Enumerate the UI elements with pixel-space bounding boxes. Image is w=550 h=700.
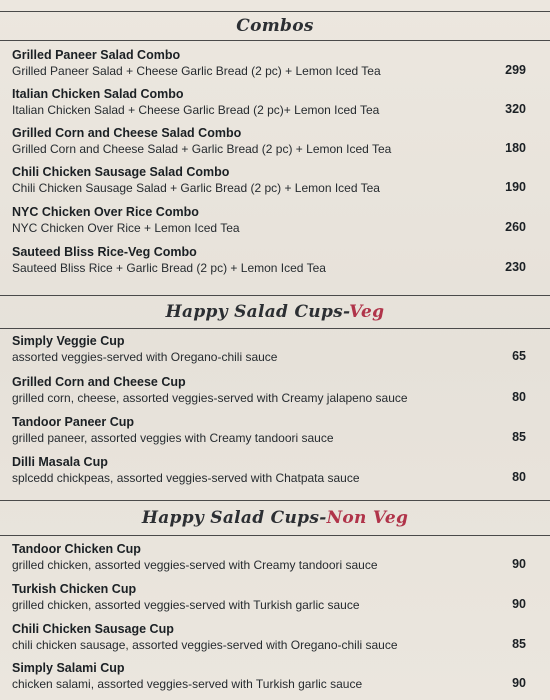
item-name: Tandoor Chicken Cup (12, 542, 141, 556)
section-title-text: Happy Salad Cups- (165, 302, 350, 322)
menu-item (12, 582, 538, 618)
menu-item (12, 542, 538, 578)
item-description: grilled paneer, assorted veggies with Creamy tandoori sauce (12, 431, 334, 445)
item-name: Simply Veggie Cup (12, 334, 125, 348)
item-description: Grilled Paneer Salad + Cheese Garlic Bread (2 pc) + Lemon Iced Tea (12, 64, 381, 78)
item-description: chili chicken sausage, assorted veggies-served with Oregano-chili sauce (12, 638, 398, 652)
item-name: Grilled Corn and Cheese Salad Combo (12, 126, 242, 140)
section-title-accent: Non Veg (326, 508, 409, 528)
item-name: Sauteed Bliss Rice-Veg Combo (12, 245, 197, 259)
section-title-accent: Veg (349, 302, 385, 322)
item-price: 320 (505, 102, 526, 116)
section-header-combos (0, 11, 550, 41)
item-description: grilled chicken, assorted veggies-served with Turkish garlic sauce (12, 598, 360, 612)
item-name: Italian Chicken Salad Combo (12, 87, 184, 101)
item-description: Sauteed Bliss Rice + Garlic Bread (2 pc) + Lemon Iced Tea (12, 261, 326, 275)
menu-item (12, 334, 538, 370)
section-title-text: Combos (236, 16, 314, 36)
menu-item (12, 245, 538, 281)
item-description: splcedd chickpeas, assorted veggies-served with Chatpata sauce (12, 471, 360, 485)
item-price: 299 (505, 63, 526, 77)
menu-item (12, 205, 538, 241)
menu-item (12, 165, 538, 201)
item-name: NYC Chicken Over Rice Combo (12, 205, 199, 219)
item-name: Grilled Paneer Salad Combo (12, 48, 181, 62)
menu-item (12, 126, 538, 162)
item-name: Turkish Chicken Cup (12, 582, 137, 596)
item-price: 80 (512, 470, 526, 484)
item-description: NYC Chicken Over Rice + Lemon Iced Tea (12, 221, 240, 235)
item-description: assorted veggies-served with Oregano-chili sauce (12, 350, 278, 364)
section-title-text: Happy Salad Cups- (141, 508, 327, 528)
item-name: Grilled Corn and Cheese Cup (12, 375, 186, 389)
item-price: 230 (505, 260, 526, 274)
menu-item (12, 415, 538, 451)
item-price: 180 (505, 141, 526, 155)
menu-item (12, 375, 538, 411)
menu-item (12, 622, 538, 658)
item-price: 90 (512, 557, 526, 571)
section-title (166, 302, 385, 322)
item-description: grilled chicken, assorted veggies-served with Creamy tandoori sauce (12, 558, 378, 572)
menu-item (12, 661, 538, 697)
item-description: Italian Chicken Salad + Cheese Garlic Bread (2 pc)+ Lemon Iced Tea (12, 103, 380, 117)
item-name: Chili Chicken Sausage Cup (12, 622, 174, 636)
section-title (142, 508, 408, 528)
item-price: 85 (512, 637, 526, 651)
item-name: Tandoor Paneer Cup (12, 415, 135, 429)
menu-item (12, 48, 538, 84)
menu-item (12, 87, 538, 123)
item-name: Simply Salami Cup (12, 661, 125, 675)
item-name: Dilli Masala Cup (12, 455, 108, 469)
section-title (236, 16, 313, 36)
item-price: 80 (512, 390, 526, 404)
section-header-non-veg (0, 500, 550, 536)
item-description: grilled corn, cheese, assorted veggies-served with Creamy jalapeno sauce (12, 391, 408, 405)
item-price: 90 (512, 597, 526, 611)
menu-item (12, 455, 538, 491)
item-price: 260 (505, 220, 526, 234)
item-price: 90 (512, 676, 526, 690)
item-price: 65 (512, 349, 526, 363)
item-name: Chili Chicken Sausage Salad Combo (12, 165, 230, 179)
item-description: chicken salami, assorted veggies-served with Turkish garlic sauce (12, 677, 363, 691)
section-header-veg (0, 295, 550, 329)
item-price: 190 (505, 180, 526, 194)
item-price: 85 (512, 430, 526, 444)
item-description: Chili Chicken Sausage Salad + Garlic Bread (2 pc) + Lemon Iced Tea (12, 181, 380, 195)
item-description: Grilled Corn and Cheese Salad + Garlic Bread (2 pc) + Lemon Iced Tea (12, 142, 392, 156)
